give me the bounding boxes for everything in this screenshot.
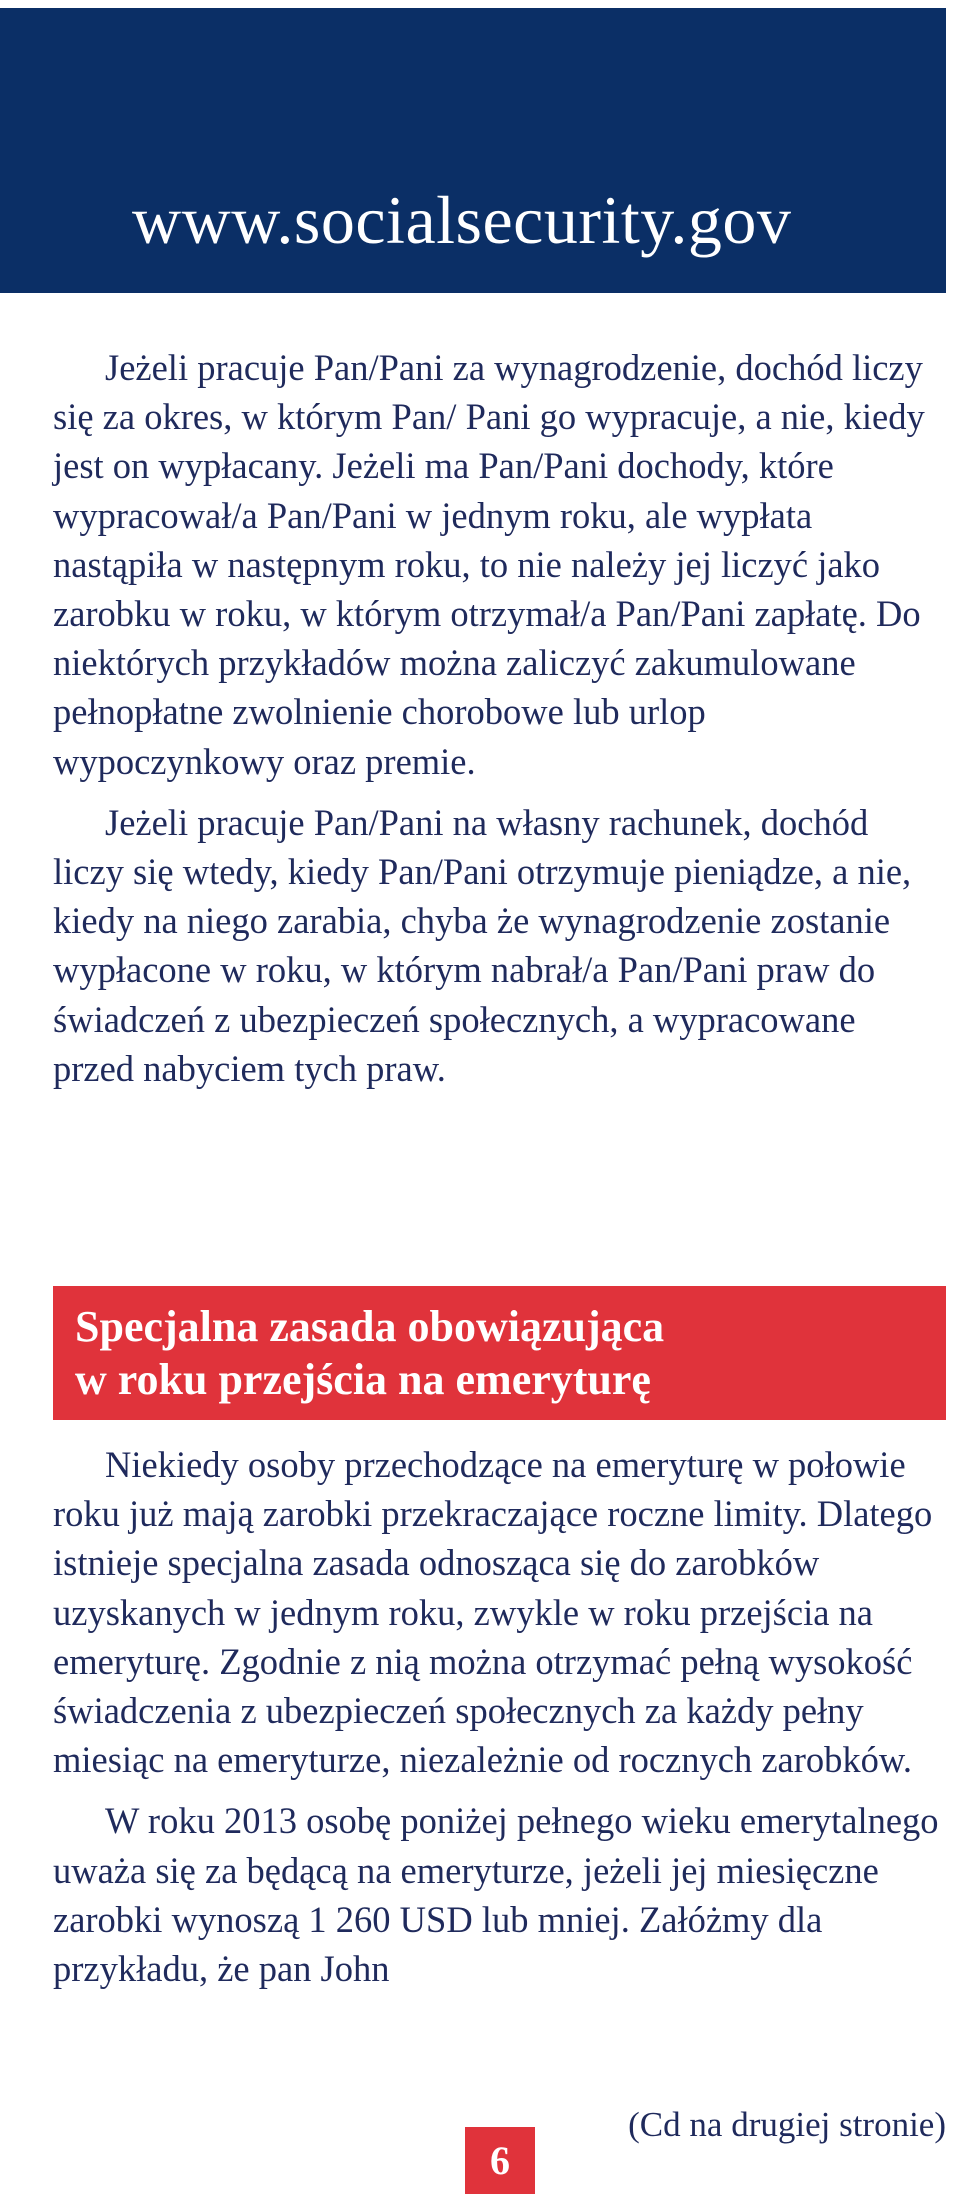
paragraph-special-rule: Niekiedy osoby przechodzące na emeryturę w połowie roku już mają zarobki przekraczające roczne limity. Dlatego istnieje specjalna zasada odnosząca się do zarobków uzyskanych w jednym roku, zwykle w roku przejścia na emeryturę. Zgodnie z nią można otrzymać pełną wysokość świadczenia z ubezpieczeń społecznych za każdy pełny miesiąc na emeryturze, niezależnie od rocznych zarobków.: [53, 1444, 933, 1781]
page-number: 6: [490, 2138, 510, 2183]
site-url[interactable]: www.socialsecurity.gov: [132, 182, 792, 258]
paragraph-self-employed: Jeżeli pracuje Pan/Pani na własny rachunek, dochód liczy się wtedy, kiedy Pan/Pani otrzymuje pieniądze, a nie, kiedy na niego zarabia, chyba że wynagrodzenie zostanie wypłacone w roku, w którym nabrał/a Pan/Pani praw do świadczeń z ubezpieczeń społecznych, a wypracowane przed nabyciem tych praw.: [53, 801, 912, 1089]
paragraph-wages: Jeżeli pracuje Pan/Pani za wynagrodzenie, dochód liczy się za okres, w którym Pan/ Pani go wypracuje, a nie, kiedy jest on wypłacany. Jeżeli ma Pan/Pani dochody, które wypracował/a Pan/Pani w jednym roku, ale wypłata nastąpiła w następnym roku, to nie należy jej liczyć jako zarobku w roku, w którym otrzymał/a Pan/Pani zapłatę. Do niektórych przykładów można zaliczyć zakumulowane pełnopłatne zwolnienie chorobowe lub urlop wypoczynkowy oraz premie.: [53, 347, 925, 782]
paragraph-2013-limit: W roku 2013 osobę poniżej pełnego wieku emerytalnego uważa się za będącą na emeryturze, jeżeli jej miesięczne zarobki wynoszą 1 260 USD lub mniej. Załóżmy dla przykładu, że pan John: [53, 1800, 939, 1990]
header-band: [0, 8, 946, 293]
intro-text: [53, 343, 943, 1093]
section-banner: [53, 1286, 946, 1420]
continued-note: (Cd na drugiej stronie): [628, 2105, 946, 2144]
section-title-line-1: Specjalna zasada obowiązująca: [75, 1302, 665, 1351]
section-text: [53, 1440, 943, 1993]
page-number-box: [465, 2127, 535, 2194]
section-title: [75, 1300, 664, 1406]
section-title-line-2: w roku przejścia na emeryturę: [75, 1355, 651, 1404]
